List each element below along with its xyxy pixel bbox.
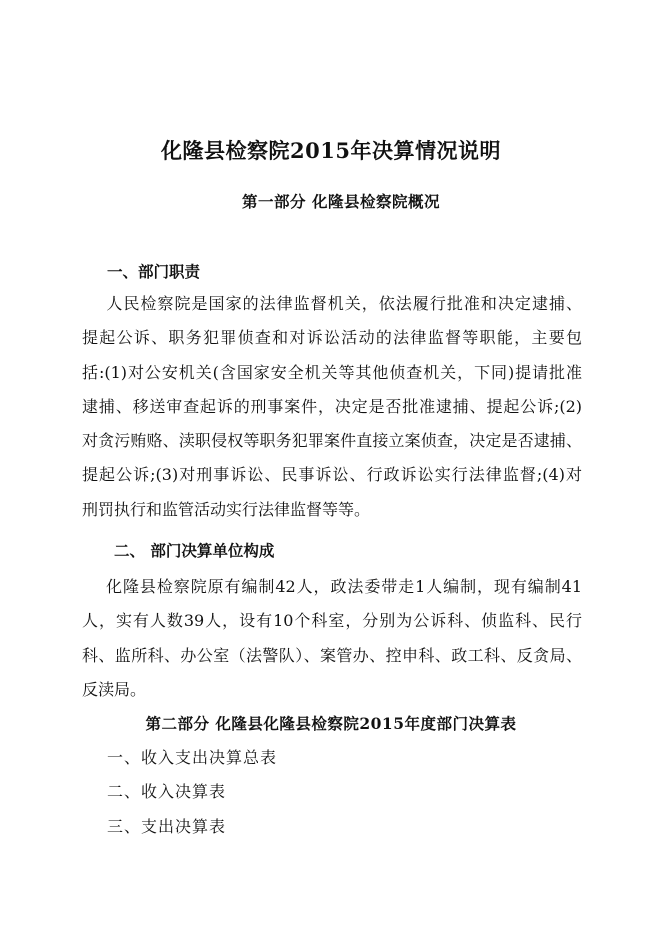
paragraph-line: 人民检察院是国家的法律监督机关，依法履行批准和决定逮捕、: [82, 294, 582, 313]
table-list-item: 二、收入决算表: [107, 782, 227, 801]
section2-paragraph: [82, 570, 582, 707]
paragraph-line: 提起公诉、职务犯罪侦查和对诉讼活动的法律监督等职能，主要包: [82, 328, 582, 348]
paragraph-line: 逮捕、移送审查起诉的刑事案件，决定是否批准逮捕、提起公诉;(2): [82, 396, 582, 416]
table-list-item: 一、收入支出决算总表: [107, 748, 278, 767]
paragraph-line: 科、监所科、办公室（法警队）、案管办、控申科、政工科、反贪局、: [82, 645, 582, 665]
section1-heading: 一、部门职责: [107, 262, 201, 281]
paragraph-line: 提起公诉;(3)对刑事诉讼、民事诉讼、行政诉讼实行法律监督;(4)对: [82, 465, 582, 485]
paragraph-line: 化隆县检察院原有编制42人，政法委带走1人编制，现有编制41: [82, 577, 582, 596]
paragraph-line: 刑罚执行和监管活动实行法律监督等等。: [82, 499, 371, 519]
section1-paragraph: [82, 287, 582, 527]
document-title: 化隆县检察院2015年决算情况说明: [161, 138, 501, 163]
paragraph-line: 反渎局。: [82, 679, 147, 699]
paragraph-line: 人，实有人数39人，设有10个科室，分别为公诉科、侦监科、民行: [82, 611, 582, 631]
table-list-item: 三、支出决算表: [107, 817, 227, 836]
paragraph-line: 括:(1)对公安机关(含国家安全机关等其他侦查机关，下同)提请批准: [82, 362, 582, 382]
section2-heading: 二、 部门决算单位构成: [114, 541, 275, 560]
part2-heading: 第二部分 化隆县化隆县检察院2015年度部门决算表: [145, 714, 517, 733]
part1-heading: 第一部分 化隆县检察院概况: [242, 192, 440, 211]
paragraph-line: 对贪污贿赂、渎职侵权等职务犯罪案件直接立案侦查，决定是否逮捕、: [82, 431, 582, 451]
